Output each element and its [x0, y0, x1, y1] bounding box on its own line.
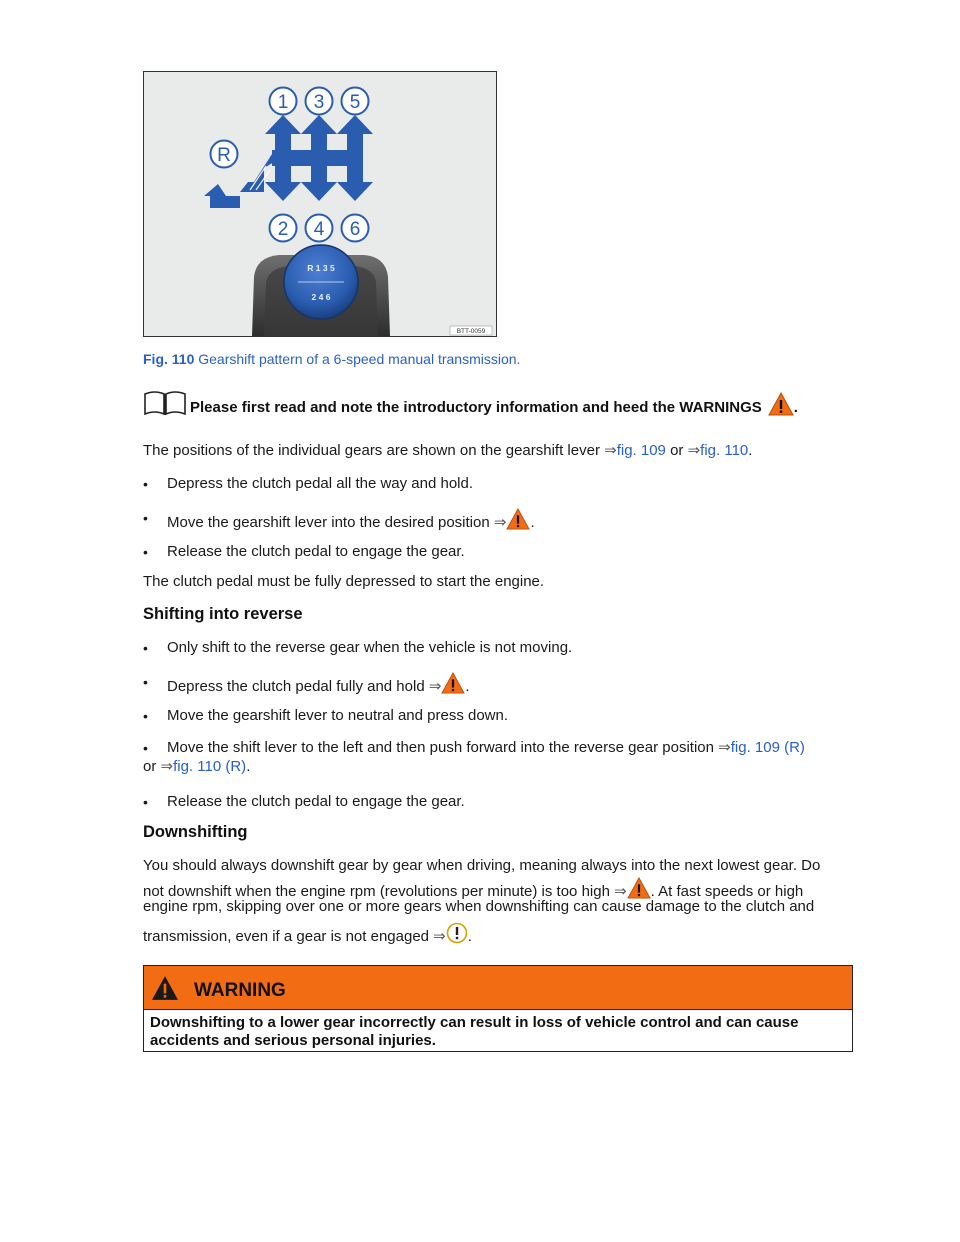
link-fig-110[interactable]: fig. 110	[700, 442, 749, 459]
list-item-text: Release the clutch pedal to engage the gear.	[167, 543, 465, 560]
gear-label-1: 1	[277, 92, 289, 113]
downshift-line-3: engine rpm, skipping over one or more gears when downshifting can cause damage to the clutch and	[143, 898, 815, 915]
bullet-icon: •	[143, 510, 148, 526]
arrow-icon: ⇒	[433, 928, 446, 945]
warning-triangle-icon[interactable]	[506, 508, 530, 530]
list-item-text: Move the gearshift lever to neutral and press down.	[167, 707, 509, 724]
bullet-icon: •	[143, 794, 148, 810]
list-item-continuation: or ⇒fig. 110 (R).	[143, 758, 251, 775]
warning-title: WARNING	[194, 979, 286, 1001]
bullet-icon: •	[143, 476, 148, 492]
neutral-bar	[272, 150, 362, 166]
warning-box	[143, 965, 853, 1052]
gear-label-5: 5	[349, 92, 361, 113]
arrow-icon: ⇒	[614, 883, 627, 900]
downshift-line-4: transmission, even if a gear is not engaged ⇒ .	[143, 922, 472, 947]
knob-bottom-label: 2 4 6	[311, 292, 331, 302]
bullet-icon: •	[143, 674, 148, 690]
bullet-icon: •	[143, 640, 148, 656]
gear-label-2: 2	[277, 219, 289, 240]
downshift-line-2: not downshift when the engine rpm (revolutions per minute) is too high ⇒ . At fast speeds or high	[143, 877, 803, 902]
warning-triangle-icon[interactable]	[441, 672, 465, 694]
heading-downshifting: Downshifting	[143, 823, 248, 841]
warning-header	[144, 966, 852, 1010]
list-item-text: Release the clutch pedal to engage the gear.	[167, 793, 465, 810]
image-code: BTT-0059	[456, 328, 486, 335]
notice-circle-icon[interactable]	[446, 922, 468, 944]
intro-end: .	[793, 399, 798, 416]
heading-shifting-into-reverse: Shifting into reverse	[143, 605, 303, 623]
arrow-icon: ⇒	[687, 442, 701, 459]
warning-triangle-icon	[150, 975, 180, 1001]
intro-text: Please first read and note the introductory information and heed the WARNINGS	[190, 399, 762, 416]
bullet-icon: •	[143, 708, 148, 724]
gearshift-figure	[143, 71, 497, 337]
gear-label-3: 3	[313, 92, 325, 113]
gear-label-4: 4	[313, 219, 325, 240]
arrow-icon: ⇒	[718, 739, 731, 756]
para1-or: or	[665, 442, 688, 459]
list-item-text: Only shift to the reverse gear when the vehicle is not moving.	[167, 639, 573, 656]
arrow-icon: ⇒	[493, 514, 507, 531]
figure-caption-text: Gearshift pattern of a 6-speed manual transmission.	[198, 351, 521, 367]
knob-top-label: R 1 3 5	[307, 263, 335, 273]
reverse-path	[240, 154, 274, 192]
bullet-icon: •	[143, 740, 148, 756]
figure-number: Fig. 110	[143, 351, 195, 367]
list-item-text: Depress the clutch pedal all the way and hold.	[167, 475, 474, 492]
warning-triangle-icon[interactable]	[627, 877, 651, 899]
open-book-icon	[143, 388, 188, 416]
gearshift-illustration	[144, 72, 496, 336]
link-fig-109-r[interactable]: fig. 109 (R)	[730, 739, 805, 756]
gear-label-reverse: R	[217, 145, 231, 166]
arrow-icon: ⇒	[428, 678, 442, 695]
clutch-paragraph: The clutch pedal must be fully depressed to start the engine.	[143, 573, 545, 590]
para1-end: .	[748, 442, 753, 459]
list-item-text: Move the shift lever to the left and then push forward into the reverse gear position ⇒fig. 109 (R)	[167, 739, 805, 756]
warning-body: Downshifting to a lower gear incorrectly can result in loss of vehicle control and can cause accidents and serious personal injuries.	[150, 1014, 799, 1049]
list-item-text: Move the gearshift lever into the desired position ⇒ .	[167, 508, 535, 533]
arrow-icon: ⇒	[604, 442, 617, 459]
gear-label-6: 6	[349, 219, 361, 240]
link-fig-109[interactable]: fig. 109	[616, 442, 666, 459]
warning-triangle-icon	[768, 392, 794, 416]
gear-positions-paragraph	[143, 441, 752, 461]
figure-caption	[143, 351, 520, 367]
link-fig-110-r[interactable]: fig. 110 (R)	[173, 758, 247, 775]
intro-notice	[143, 388, 798, 416]
list-item-text: Depress the clutch pedal fully and hold ⇒ .	[167, 672, 470, 697]
downshift-line-1: You should always downshift gear by gear when driving, meaning always into the next lowest gear. Do	[143, 857, 821, 874]
bullet-icon: •	[143, 544, 148, 560]
arrow-icon: ⇒	[160, 758, 174, 775]
para1-text: The positions of the individual gears are shown on the gearshift lever	[143, 442, 605, 459]
